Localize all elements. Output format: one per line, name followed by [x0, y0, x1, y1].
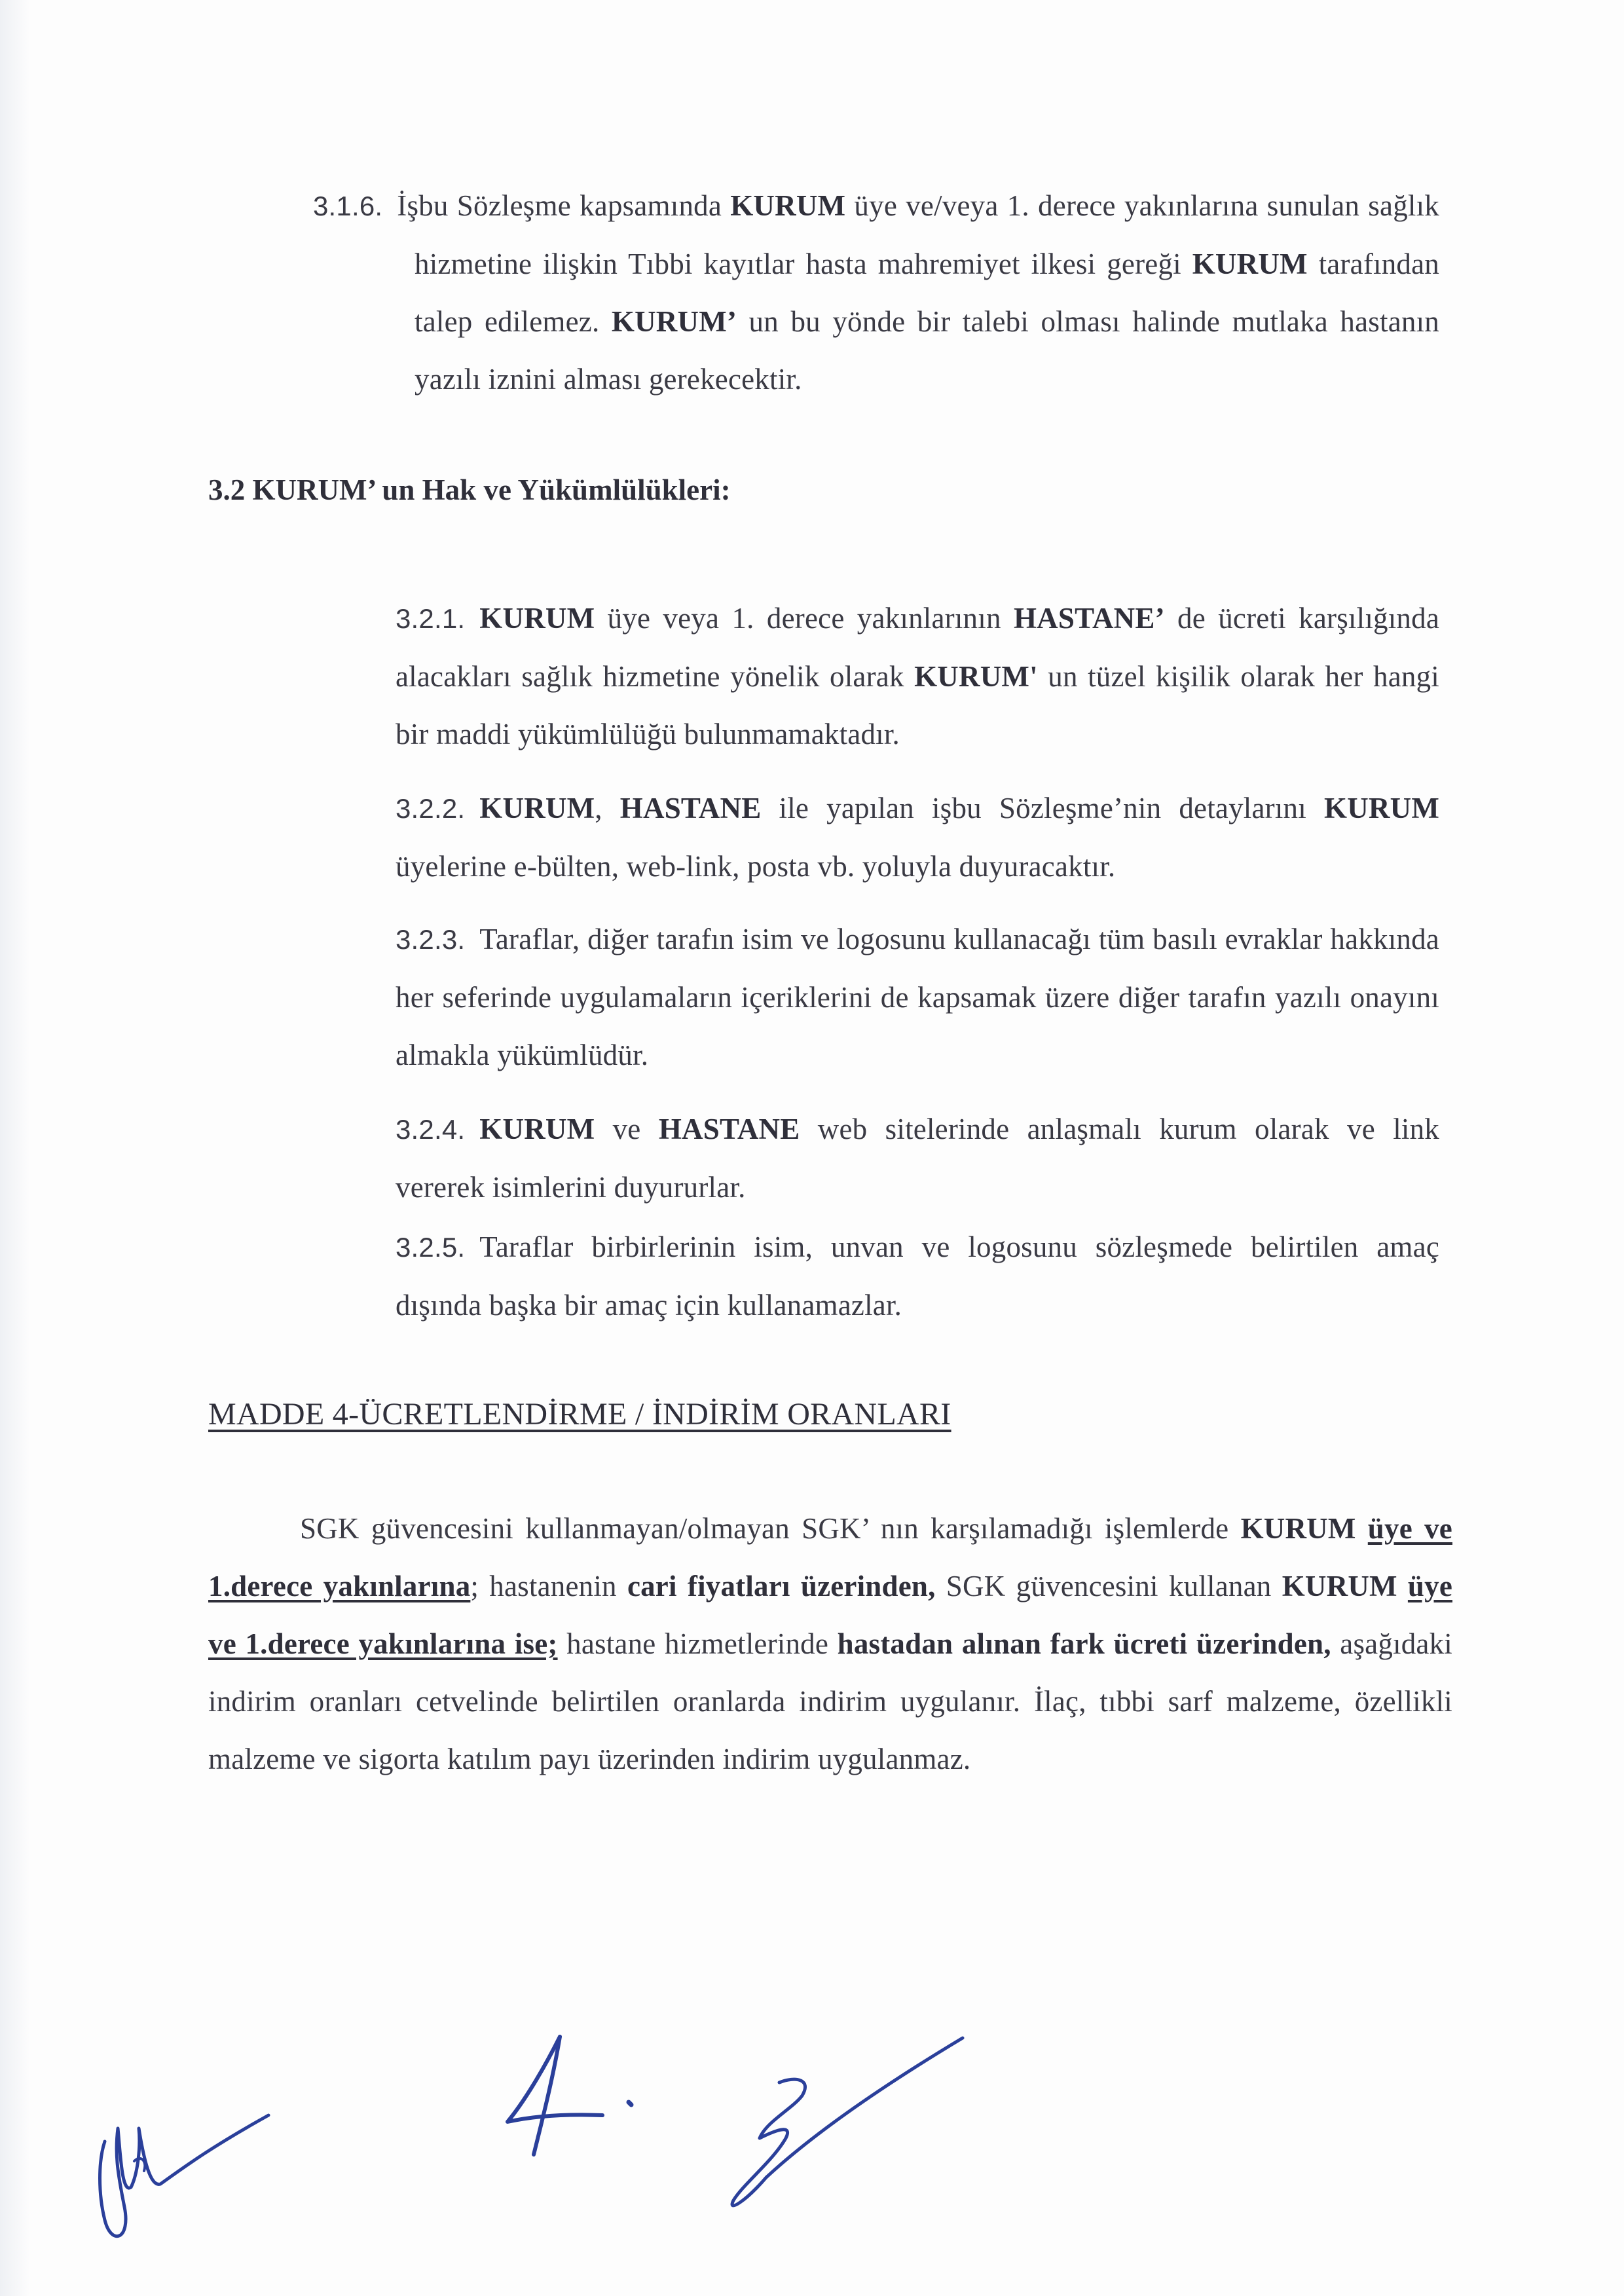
- clause-3-1-6: 3.1.6. İşbu Sözleşme kapsamında KURUM üye ve/veya 1. derece yakınlarına sunulan sağlık hizmetine ilişkin Tıbbi kayıtlar hasta mahremiyet ilkesi gereği KURUM tarafından talep edilemez. KURUM’ un bu yönde bir talebi olması halinde mutlaka hastanın yazılı iznini alması gerekecektir.: [313, 189, 1439, 396]
- section-heading-3-2: 3.2 KURUM’ un Hak ve Yükümlülükleri:: [208, 473, 731, 506]
- clause-3-2-4: 3.2.4. KURUM ve HASTANE web sitelerinde anlaşmalı kurum olarak ve link vererek isimlerini duyururlar.: [396, 1113, 1439, 1204]
- scan-edge-shadow: [0, 0, 30, 2296]
- clause-3-2-3: 3.2.3. Taraflar, diğer tarafın isim ve logosunu kullanacağı tüm basılı evraklar hakkında her seferinde uygulamaların içeriklerini de kapsamak üzere diğer tarafın yazılı onayını almakla yükümlüdür.: [396, 923, 1439, 1071]
- clause-number: 3.2.4.: [396, 1114, 466, 1145]
- clause-number: 3.2.3.: [396, 924, 466, 955]
- article-4-body: SGK güvencesini kullanmayan/olmayan SGK’ nın karşılamadığı işlemlerde KURUM üye ve 1.derece yakınlarına; hastanenin cari fiyatları üzerinden, SGK güvencesini kullanan KURUM üye ve 1.derece yakınlarına ise; hastane hizmetlerinde hastadan alınan fark ücreti üzerinden, aşağıdaki indirim oranları cetvelinde belirtilen oranlarda indirim uygulanır. İlaç, tıbbi sarf malzeme, özellikli malzeme ve sigorta katılım payı üzerinden indirim uygulanmaz.: [208, 1512, 1453, 1775]
- clause-3-2-1: 3.2.1. KURUM üye veya 1. derece yakınlarının HASTANE’ de ücreti karşılığında alacakları sağlık hizmetine yönelik olarak KURUM' un tüzel kişilik olarak her hangi bir maddi yükümlülüğü bulunmamaktadır.: [396, 602, 1440, 750]
- initials-middle: [498, 2024, 694, 2174]
- signature-right: [681, 2024, 982, 2220]
- signature-left: [79, 2063, 288, 2259]
- article-4-heading: MADDE 4-ÜCRETLENDİRME / İNDİRİM ORANLARI: [208, 1397, 951, 1432]
- clause-number: 3.2.2.: [396, 793, 466, 824]
- clause-3-2-2: 3.2.2. KURUM, HASTANE ile yapılan işbu Sözleşme’nin detaylarını KURUM üyelerine e-bülten, web-link, posta vb. yoluyla duyuracaktır.: [396, 792, 1439, 883]
- clause-number: 3.1.6.: [313, 191, 383, 221]
- clause-number: 3.2.5.: [396, 1232, 466, 1263]
- clause-3-2-5: 3.2.5. Taraflar birbirlerinin isim, unvan ve logosunu sözleşmede belirtilen amaç dışında başka bir amaç için kullanamazlar.: [396, 1231, 1439, 1322]
- clause-number: 3.2.1.: [396, 603, 466, 634]
